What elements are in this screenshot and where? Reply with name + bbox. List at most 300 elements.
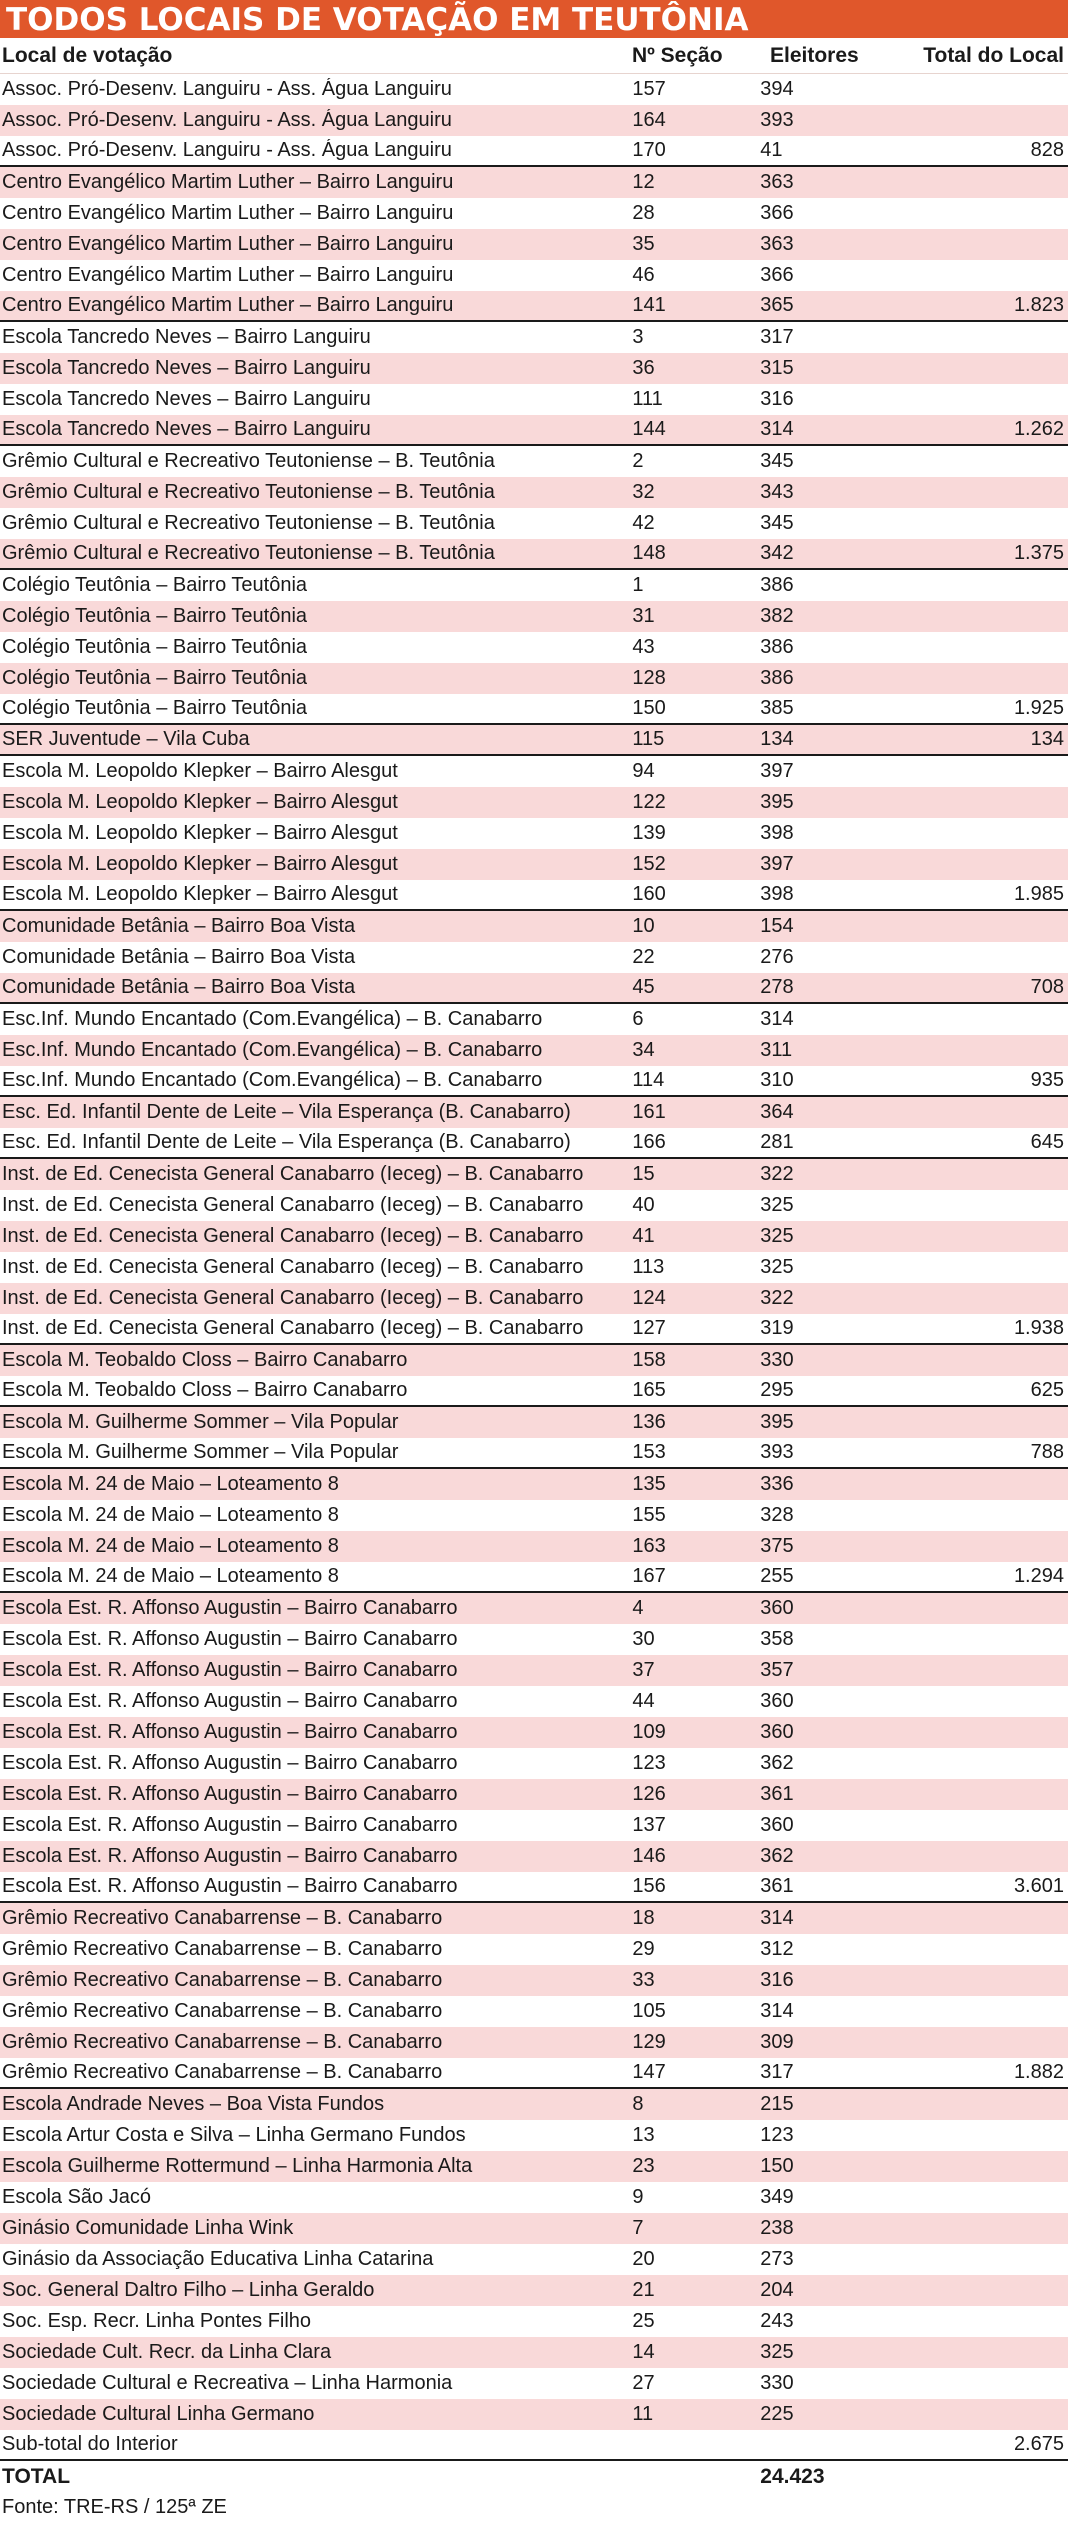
table-row <box>0 291 1068 322</box>
cell-eleitores: 278 <box>760 976 794 998</box>
cell-secao: 160 <box>632 883 666 905</box>
table-row <box>0 2244 1068 2275</box>
table-row <box>0 1934 1068 1965</box>
cell-secao: 46 <box>632 264 655 286</box>
table-row <box>0 1996 1068 2027</box>
cell-local: Escola M. 24 de Maio – Loteamento 8 <box>2 1535 339 1557</box>
cell-eleitores: 150 <box>760 2155 794 2177</box>
cell-eleitores: 362 <box>760 1845 794 1867</box>
cell-eleitores: 328 <box>760 1504 794 1526</box>
cell-local: Inst. de Ed. Cenecista General Canabarro (Ieceg) – B. Canabarro <box>2 1194 584 1216</box>
table-row <box>0 1066 1068 1097</box>
table-row <box>0 508 1068 539</box>
cell-eleitores: 360 <box>760 1690 794 1712</box>
cell-secao: 137 <box>632 1814 666 1836</box>
cell-eleitores: 345 <box>760 512 794 534</box>
table-row <box>0 1128 1068 1159</box>
cell-eleitores: 276 <box>760 946 794 968</box>
table-row <box>0 1810 1068 1841</box>
cell-local: Soc. General Daltro Filho – Linha Geraldo <box>2 2279 375 2301</box>
cell-local: Centro Evangélico Martim Luther – Bairro Languiru <box>2 202 454 224</box>
cell-eleitores: 342 <box>760 542 794 564</box>
cell-eleitores: 316 <box>760 388 794 410</box>
cell-local: Escola Est. R. Affonso Augustin – Bairro Canabarro <box>2 1690 458 1712</box>
cell-local: Colégio Teutônia – Bairro Teutônia <box>2 574 308 596</box>
cell-eleitores: 386 <box>760 574 794 596</box>
cell-total: 3.601 <box>1013 1875 1064 1897</box>
table-row <box>0 2213 1068 2244</box>
cell-eleitores: 357 <box>760 1659 794 1681</box>
cell-secao: 27 <box>632 2372 655 2394</box>
cell-secao: 165 <box>632 1379 666 1401</box>
cell-secao: 147 <box>632 2061 666 2083</box>
cell-secao: 164 <box>632 109 666 131</box>
cell-local: Esc. Ed. Infantil Dente de Leite – Vila Esperança (B. Canabarro) <box>2 1101 571 1123</box>
table-row <box>0 74 1068 105</box>
table-row <box>0 322 1068 353</box>
table-row <box>0 1469 1068 1500</box>
cell-local: Escola Guilherme Rottermund – Linha Harmonia Alta <box>2 2155 473 2177</box>
table-row <box>0 167 1068 198</box>
cell-secao: 109 <box>632 1721 666 1743</box>
cell-secao: 139 <box>632 822 666 844</box>
cell-secao: 124 <box>632 1287 666 1309</box>
cell-local: Centro Evangélico Martim Luther – Bairro Languiru <box>2 171 454 193</box>
cell-local: Esc.Inf. Mundo Encantado (Com.Evangélica) – B. Canabarro <box>2 1039 543 1061</box>
cell-eleitores: 134 <box>760 728 794 750</box>
table-body <box>0 74 1068 2461</box>
table-row <box>0 2368 1068 2399</box>
cell-total: 1.925 <box>1013 697 1064 719</box>
table-row <box>0 136 1068 167</box>
table-row <box>0 2120 1068 2151</box>
cell-eleitores: 366 <box>760 202 794 224</box>
cell-secao: 45 <box>632 976 655 998</box>
table-row <box>0 1159 1068 1190</box>
cell-secao: 33 <box>632 1969 655 1991</box>
cell-secao: 40 <box>632 1194 655 1216</box>
cell-local: Sub-total do Interior <box>2 2433 178 2455</box>
cell-secao: 10 <box>632 915 655 937</box>
table-row <box>0 1748 1068 1779</box>
cell-local: Assoc. Pró-Desenv. Languiru - Ass. Água Languiru <box>2 109 452 131</box>
table-row <box>0 663 1068 694</box>
cell-local: SER Juventude – Vila Cuba <box>2 728 250 750</box>
table-row <box>0 2089 1068 2120</box>
table-row <box>0 601 1068 632</box>
cell-local: Escola M. Leopoldo Klepker – Bairro Alesgut <box>2 853 398 875</box>
cell-local: Esc.Inf. Mundo Encantado (Com.Evangélica) – B. Canabarro <box>2 1069 543 1091</box>
cell-eleitores: 225 <box>760 2403 794 2425</box>
table-row <box>0 229 1068 260</box>
cell-secao: 6 <box>632 1008 644 1030</box>
table-row <box>0 1407 1068 1438</box>
cell-eleitores: 238 <box>760 2217 794 2239</box>
table-row <box>0 446 1068 477</box>
cell-secao: 111 <box>632 388 663 410</box>
cell-eleitores: 360 <box>760 1721 794 1743</box>
cell-secao: 129 <box>632 2031 666 2053</box>
cell-eleitores: 366 <box>760 264 794 286</box>
table-row <box>0 1376 1068 1407</box>
cell-secao: 11 <box>632 2403 654 2425</box>
table-row <box>0 1562 1068 1593</box>
cell-secao: 7 <box>632 2217 644 2239</box>
table-row <box>0 2058 1068 2089</box>
cell-secao: 32 <box>632 481 655 503</box>
cell-local: Escola M. Guilherme Sommer – Vila Popular <box>2 1411 399 1433</box>
table-row <box>0 818 1068 849</box>
cell-eleitores: 360 <box>760 1814 794 1836</box>
cell-eleitores: 385 <box>760 697 794 719</box>
cell-eleitores: 397 <box>760 760 794 782</box>
cell-local: Comunidade Betânia – Bairro Boa Vista <box>2 976 356 998</box>
cell-local: Colégio Teutônia – Bairro Teutônia <box>2 667 308 689</box>
cell-local: Centro Evangélico Martim Luther – Bairro Languiru <box>2 233 454 255</box>
cell-local: Centro Evangélico Martim Luther – Bairro Languiru <box>2 264 454 286</box>
cell-secao: 43 <box>632 636 655 658</box>
cell-total: 2.675 <box>1013 2433 1064 2455</box>
cell-eleitores: 361 <box>760 1875 794 1897</box>
table-row <box>0 2151 1068 2182</box>
cell-local: Escola M. 24 de Maio – Loteamento 8 <box>2 1473 339 1495</box>
table-row <box>0 415 1068 446</box>
cell-secao: 23 <box>632 2155 655 2177</box>
table-row <box>0 1500 1068 1531</box>
cell-eleitores: 314 <box>760 2000 794 2022</box>
cell-local: Inst. de Ed. Cenecista General Canabarro (Ieceg) – B. Canabarro <box>2 1256 584 1278</box>
cell-secao: 30 <box>632 1628 655 1650</box>
cell-local: Escola Artur Costa e Silva – Linha Germano Fundos <box>2 2124 466 2146</box>
cell-local: Escola M. Teobaldo Closs – Bairro Canabarro <box>2 1379 408 1401</box>
cell-local: Escola Est. R. Affonso Augustin – Bairro Canabarro <box>2 1628 458 1650</box>
cell-local: Esc. Ed. Infantil Dente de Leite – Vila Esperança (B. Canabarro) <box>2 1131 571 1153</box>
cell-local: Grêmio Recreativo Canabarrense – B. Canabarro <box>2 1969 443 1991</box>
cell-total: 1.938 <box>1013 1317 1064 1339</box>
cell-local: Escola M. Leopoldo Klepker – Bairro Alesgut <box>2 822 398 844</box>
cell-local: Escola M. 24 de Maio – Loteamento 8 <box>2 1504 339 1526</box>
cell-local: Ginásio da Associação Educativa Linha Catarina <box>2 2248 434 2270</box>
cell-local: Escola Est. R. Affonso Augustin – Bairro Canabarro <box>2 1875 458 1897</box>
table-row <box>0 539 1068 570</box>
cell-eleitores: 365 <box>760 294 794 316</box>
table-row <box>0 2275 1068 2306</box>
cell-eleitores: 273 <box>760 2248 794 2270</box>
total-label: TOTAL <box>2 2464 71 2488</box>
cell-eleitores: 309 <box>760 2031 794 2053</box>
cell-eleitores: 325 <box>760 1256 794 1278</box>
cell-total: 1.262 <box>1013 418 1064 440</box>
cell-eleitores: 204 <box>760 2279 794 2301</box>
cell-local: Grêmio Cultural e Recreativo Teutoniense – B. Teutônia <box>2 481 495 503</box>
total-eleitores: 24.423 <box>760 2464 825 2488</box>
cell-secao: 152 <box>632 853 666 875</box>
cell-eleitores: 398 <box>760 883 794 905</box>
cell-secao: 136 <box>632 1411 666 1433</box>
cell-local: Escola M. Leopoldo Klepker – Bairro Alesgut <box>2 791 398 813</box>
cell-local: Escola Tancredo Neves – Bairro Languiru <box>2 326 371 348</box>
table-row <box>0 911 1068 942</box>
cell-eleitores: 330 <box>760 2372 794 2394</box>
cell-total: 1.294 <box>1013 1565 1064 1587</box>
table-row <box>0 1593 1068 1624</box>
cell-eleitores: 375 <box>760 1535 794 1557</box>
cell-secao: 42 <box>632 512 655 534</box>
cell-eleitores: 315 <box>760 357 794 379</box>
table-row <box>0 1283 1068 1314</box>
cell-secao: 122 <box>632 791 666 813</box>
header-eleitores: Eleitores <box>770 43 859 67</box>
cell-secao: 8 <box>632 2093 644 2115</box>
cell-eleitores: 363 <box>760 233 794 255</box>
cell-secao: 34 <box>632 1039 655 1061</box>
cell-eleitores: 314 <box>760 1907 794 1929</box>
cell-total: 788 <box>1030 1441 1064 1463</box>
cell-local: Escola M. Leopoldo Klepker – Bairro Alesgut <box>2 883 398 905</box>
cell-local: Escola M. 24 de Maio – Loteamento 8 <box>2 1565 339 1587</box>
cell-total: 1.823 <box>1013 294 1064 316</box>
cell-local: Comunidade Betânia – Bairro Boa Vista <box>2 946 356 968</box>
cell-secao: 35 <box>632 233 655 255</box>
cell-local: Grêmio Cultural e Recreativo Teutoniense – B. Teutônia <box>2 450 495 472</box>
table-row <box>0 2337 1068 2368</box>
cell-local: Escola Tancredo Neves – Bairro Languiru <box>2 418 371 440</box>
table-row <box>0 1872 1068 1903</box>
cell-total: 134 <box>1030 728 1064 750</box>
cell-local: Ginásio Comunidade Linha Wink <box>2 2217 294 2239</box>
header-secao: Nº Seção <box>632 43 723 67</box>
cell-local: Escola M. Teobaldo Closs – Bairro Canabarro <box>2 1349 408 1371</box>
cell-eleitores: 319 <box>760 1317 794 1339</box>
header-local: Local de votação <box>2 43 173 67</box>
cell-total: 625 <box>1030 1379 1064 1401</box>
cell-secao: 4 <box>632 1597 644 1619</box>
cell-eleitores: 322 <box>760 1163 794 1185</box>
cell-total: 1.882 <box>1013 2061 1064 2083</box>
cell-eleitores: 312 <box>760 1938 794 1960</box>
header-total: Total do Local <box>923 43 1064 67</box>
cell-eleitores: 358 <box>760 1628 794 1650</box>
cell-eleitores: 395 <box>760 791 794 813</box>
cell-eleitores: 317 <box>760 2061 794 2083</box>
table-row <box>0 260 1068 291</box>
cell-eleitores: 314 <box>760 418 794 440</box>
cell-secao: 28 <box>632 202 655 224</box>
cell-eleitores: 314 <box>760 1008 794 1030</box>
cell-secao: 13 <box>632 2124 655 2146</box>
cell-secao: 128 <box>632 667 666 689</box>
cell-total: 935 <box>1030 1069 1064 1091</box>
cell-eleitores: 382 <box>760 605 794 627</box>
cell-secao: 22 <box>632 946 655 968</box>
cell-local: Escola Est. R. Affonso Augustin – Bairro Canabarro <box>2 1783 458 1805</box>
cell-secao: 157 <box>632 78 666 100</box>
cell-secao: 15 <box>632 1163 655 1185</box>
cell-local: Grêmio Recreativo Canabarrense – B. Canabarro <box>2 2000 443 2022</box>
cell-local: Grêmio Recreativo Canabarrense – B. Canabarro <box>2 1938 443 1960</box>
cell-eleitores: 386 <box>760 636 794 658</box>
cell-local: Soc. Esp. Recr. Linha Pontes Filho <box>2 2310 312 2332</box>
cell-total: 1.375 <box>1013 542 1064 564</box>
cell-eleitores: 360 <box>760 1597 794 1619</box>
cell-total: 1.985 <box>1013 883 1064 905</box>
cell-secao: 148 <box>632 542 666 564</box>
cell-eleitores: 311 <box>760 1039 793 1061</box>
cell-local: Escola M. Leopoldo Klepker – Bairro Alesgut <box>2 760 398 782</box>
cell-local: Centro Evangélico Martim Luther – Bairro Languiru <box>2 294 454 316</box>
cell-secao: 114 <box>632 1069 665 1091</box>
table-row <box>0 1438 1068 1469</box>
table-row <box>0 353 1068 384</box>
cell-secao: 113 <box>632 1256 665 1278</box>
cell-secao: 94 <box>632 760 655 782</box>
cell-secao: 167 <box>632 1565 666 1587</box>
cell-secao: 9 <box>632 2186 644 2208</box>
table-row <box>0 880 1068 911</box>
cell-local: Grêmio Recreativo Canabarrense – B. Canabarro <box>2 2061 443 2083</box>
cell-eleitores: 395 <box>760 1411 794 1433</box>
table-row <box>0 1841 1068 1872</box>
table-row <box>0 973 1068 1004</box>
cell-local: Colégio Teutônia – Bairro Teutônia <box>2 605 308 627</box>
table-row <box>0 477 1068 508</box>
cell-secao: 123 <box>632 1752 666 1774</box>
source-note: Fonte: TRE-RS / 125ª ZE <box>2 2496 227 2518</box>
cell-secao: 36 <box>632 357 655 379</box>
cell-local: Colégio Teutônia – Bairro Teutônia <box>2 697 308 719</box>
cell-secao: 12 <box>632 171 655 193</box>
table-row <box>0 2306 1068 2337</box>
cell-secao: 158 <box>632 1349 666 1371</box>
table-row <box>0 787 1068 818</box>
table-row <box>0 1314 1068 1345</box>
cell-local: Escola Tancredo Neves – Bairro Languiru <box>2 388 371 410</box>
cell-secao: 41 <box>632 1225 655 1247</box>
cell-eleitores: 255 <box>760 1565 794 1587</box>
table-row <box>0 2430 1068 2461</box>
cell-secao: 21 <box>632 2279 655 2301</box>
table-row <box>0 849 1068 880</box>
cell-local: Inst. de Ed. Cenecista General Canabarro (Ieceg) – B. Canabarro <box>2 1163 584 1185</box>
page-title: TODOS LOCAIS DE VOTAÇÃO EM TEUTÔNIA <box>0 0 1068 38</box>
cell-secao: 135 <box>632 1473 666 1495</box>
table-row <box>0 1221 1068 1252</box>
cell-secao: 155 <box>632 1504 666 1526</box>
cell-eleitores: 325 <box>760 1225 794 1247</box>
cell-local: Escola M. Guilherme Sommer – Vila Popular <box>2 1441 399 1463</box>
cell-secao: 144 <box>632 418 666 440</box>
table-row <box>0 570 1068 601</box>
cell-secao: 141 <box>632 294 666 316</box>
cell-secao: 44 <box>632 1690 655 1712</box>
cell-local: Grêmio Recreativo Canabarrense – B. Canabarro <box>2 1907 443 1929</box>
table-row <box>0 1717 1068 1748</box>
cell-eleitores: 215 <box>760 2093 794 2115</box>
cell-local: Escola Est. R. Affonso Augustin – Bairro Canabarro <box>2 1814 458 1836</box>
cell-local: Inst. de Ed. Cenecista General Canabarro (Ieceg) – B. Canabarro <box>2 1287 584 1309</box>
cell-total: 828 <box>1030 139 1064 161</box>
cell-eleitores: 336 <box>760 1473 794 1495</box>
cell-secao: 105 <box>632 2000 666 2022</box>
cell-eleitores: 364 <box>760 1101 794 1123</box>
table-row <box>0 1097 1068 1128</box>
cell-total: 708 <box>1030 976 1064 998</box>
table-row <box>0 2182 1068 2213</box>
cell-local: Sociedade Cultural e Recreativa – Linha Harmonia <box>2 2372 453 2394</box>
cell-local: Comunidade Betânia – Bairro Boa Vista <box>2 915 356 937</box>
table-row <box>0 725 1068 756</box>
cell-secao: 20 <box>632 2248 655 2270</box>
table-row <box>0 1903 1068 1934</box>
cell-eleitores: 310 <box>760 1069 794 1091</box>
cell-secao: 115 <box>632 728 665 750</box>
cell-eleitores: 386 <box>760 667 794 689</box>
cell-local: Escola Est. R. Affonso Augustin – Bairro Canabarro <box>2 1845 458 1867</box>
cell-local: Escola Est. R. Affonso Augustin – Bairro Canabarro <box>2 1659 458 1681</box>
cell-eleitores: 325 <box>760 1194 794 1216</box>
cell-local: Inst. de Ed. Cenecista General Canabarro (Ieceg) – B. Canabarro <box>2 1317 584 1339</box>
table-row <box>0 2399 1068 2430</box>
cell-local: Colégio Teutônia – Bairro Teutônia <box>2 636 308 658</box>
table-row <box>0 756 1068 787</box>
cell-eleitores: 281 <box>760 1131 794 1153</box>
cell-local: Sociedade Cultural Linha Germano <box>2 2403 315 2425</box>
cell-local: Sociedade Cult. Recr. da Linha Clara <box>2 2341 332 2363</box>
cell-secao: 126 <box>632 1783 666 1805</box>
cell-eleitores: 362 <box>760 1752 794 1774</box>
cell-secao: 25 <box>632 2310 655 2332</box>
table-row <box>0 1686 1068 1717</box>
cell-eleitores: 398 <box>760 822 794 844</box>
cell-eleitores: 322 <box>760 1287 794 1309</box>
cell-secao: 156 <box>632 1875 666 1897</box>
table-row <box>0 1531 1068 1562</box>
cell-eleitores: 343 <box>760 481 794 503</box>
cell-eleitores: 154 <box>760 915 794 937</box>
table-row <box>0 198 1068 229</box>
table-row <box>0 694 1068 725</box>
cell-eleitores: 243 <box>760 2310 794 2332</box>
table-row <box>0 1004 1068 1035</box>
table-row <box>0 1252 1068 1283</box>
cell-eleitores: 393 <box>760 1441 794 1463</box>
table-row <box>0 1190 1068 1221</box>
cell-eleitores: 123 <box>760 2124 794 2146</box>
cell-secao: 161 <box>632 1101 666 1123</box>
table-row <box>0 1624 1068 1655</box>
cell-secao: 29 <box>632 1938 655 1960</box>
cell-eleitores: 325 <box>760 2341 794 2363</box>
table-row <box>0 1345 1068 1376</box>
cell-local: Escola Est. R. Affonso Augustin – Bairro Canabarro <box>2 1752 458 1774</box>
cell-local: Escola Est. R. Affonso Augustin – Bairro Canabarro <box>2 1597 458 1619</box>
cell-secao: 166 <box>632 1131 666 1153</box>
table-row <box>0 942 1068 973</box>
cell-local: Grêmio Cultural e Recreativo Teutoniense – B. Teutônia <box>2 542 495 564</box>
cell-secao: 31 <box>632 605 655 627</box>
table-row <box>0 1655 1068 1686</box>
cell-eleitores: 361 <box>760 1783 794 1805</box>
table-row <box>0 105 1068 136</box>
cell-eleitores: 393 <box>760 109 794 131</box>
cell-local: Escola Tancredo Neves – Bairro Languiru <box>2 357 371 379</box>
cell-secao: 153 <box>632 1441 666 1463</box>
cell-secao: 146 <box>632 1845 666 1867</box>
cell-secao: 163 <box>632 1535 666 1557</box>
cell-secao: 170 <box>632 139 666 161</box>
cell-eleitores: 345 <box>760 450 794 472</box>
table-row <box>0 632 1068 663</box>
